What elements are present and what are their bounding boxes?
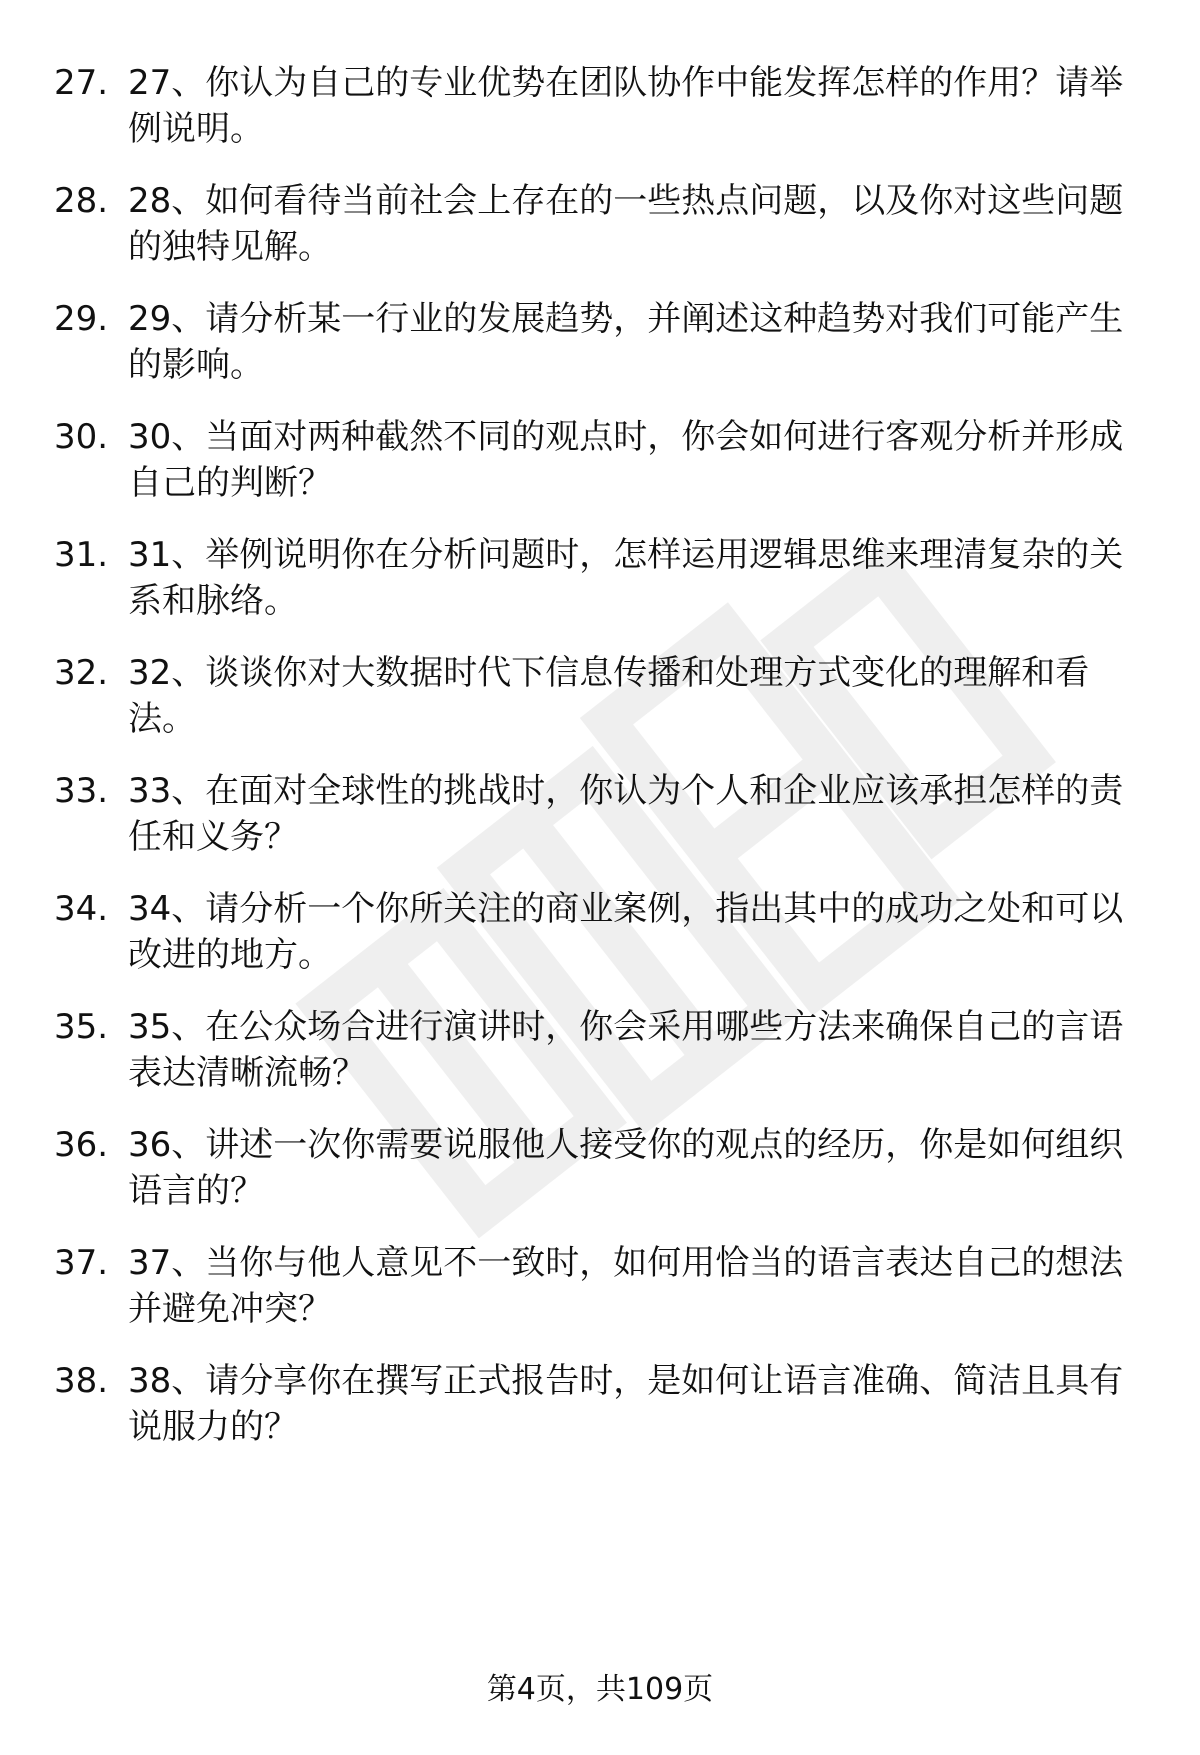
question-number: 32.	[54, 653, 109, 693]
list-item	[54, 414, 1154, 524]
question-text: 27、你认为自己的专业优势在团队协作中能发挥怎样的作用？请举例说明。	[128, 63, 1124, 149]
question-text: 29、请分析某一行业的发展趋势，并阐述这种趋势对我们可能产生的影响。	[128, 299, 1124, 385]
question-number: 38.	[54, 1361, 109, 1401]
list-item	[54, 886, 1154, 996]
question-text: 36、讲述一次你需要说服他人接受你的观点的经历，你是如何组织语言的？	[128, 1125, 1124, 1211]
list-item	[54, 1122, 1154, 1232]
list-item	[54, 650, 1154, 760]
list-item	[54, 532, 1154, 642]
question-number: 29.	[54, 299, 109, 339]
question-text: 32、谈谈你对大数据时代下信息传播和处理方式变化的理解和看法。	[128, 653, 1090, 739]
question-text: 28、如何看待当前社会上存在的一些热点问题，以及你对这些问题的独特见解。	[128, 181, 1124, 267]
list-item	[54, 60, 1154, 170]
question-number: 33.	[54, 771, 109, 811]
page-number-footer: 第4页，共109页	[486, 1672, 714, 1707]
question-number: 28.	[54, 181, 109, 221]
question-number: 37.	[54, 1243, 109, 1283]
question-text: 35、在公众场合进行演讲时，你会采用哪些方法来确保自己的言语表达清晰流畅？	[128, 1007, 1124, 1093]
question-number: 34.	[54, 889, 109, 929]
question-text: 34、请分析一个你所关注的商业案例，指出其中的成功之处和可以改进的地方。	[128, 889, 1124, 975]
question-number: 30.	[54, 417, 109, 457]
question-text: 38、请分享你在撰写正式报告时，是如何让语言准确、简洁且具有说服力的？	[128, 1361, 1124, 1447]
list-item	[54, 1358, 1154, 1468]
list-item	[54, 178, 1154, 288]
list-item	[54, 1240, 1154, 1350]
list-item	[54, 768, 1154, 878]
question-number: 27.	[54, 63, 109, 103]
question-text: 31、举例说明你在分析问题时，怎样运用逻辑思维来理清复杂的关系和脉络。	[128, 535, 1124, 621]
list-item	[54, 1004, 1154, 1114]
question-text: 30、当面对两种截然不同的观点时，你会如何进行客观分析并形成自己的判断？	[128, 417, 1124, 503]
question-number: 31.	[54, 535, 109, 575]
list-item	[54, 296, 1154, 406]
question-text: 33、在面对全球性的挑战时，你认为个人和企业应该承担怎样的责任和义务？	[128, 771, 1124, 857]
question-number: 36.	[54, 1125, 109, 1165]
question-number: 35.	[54, 1007, 109, 1047]
question-text: 37、当你与他人意见不一致时，如何用恰当的语言表达自己的想法并避免冲突？	[128, 1243, 1124, 1329]
